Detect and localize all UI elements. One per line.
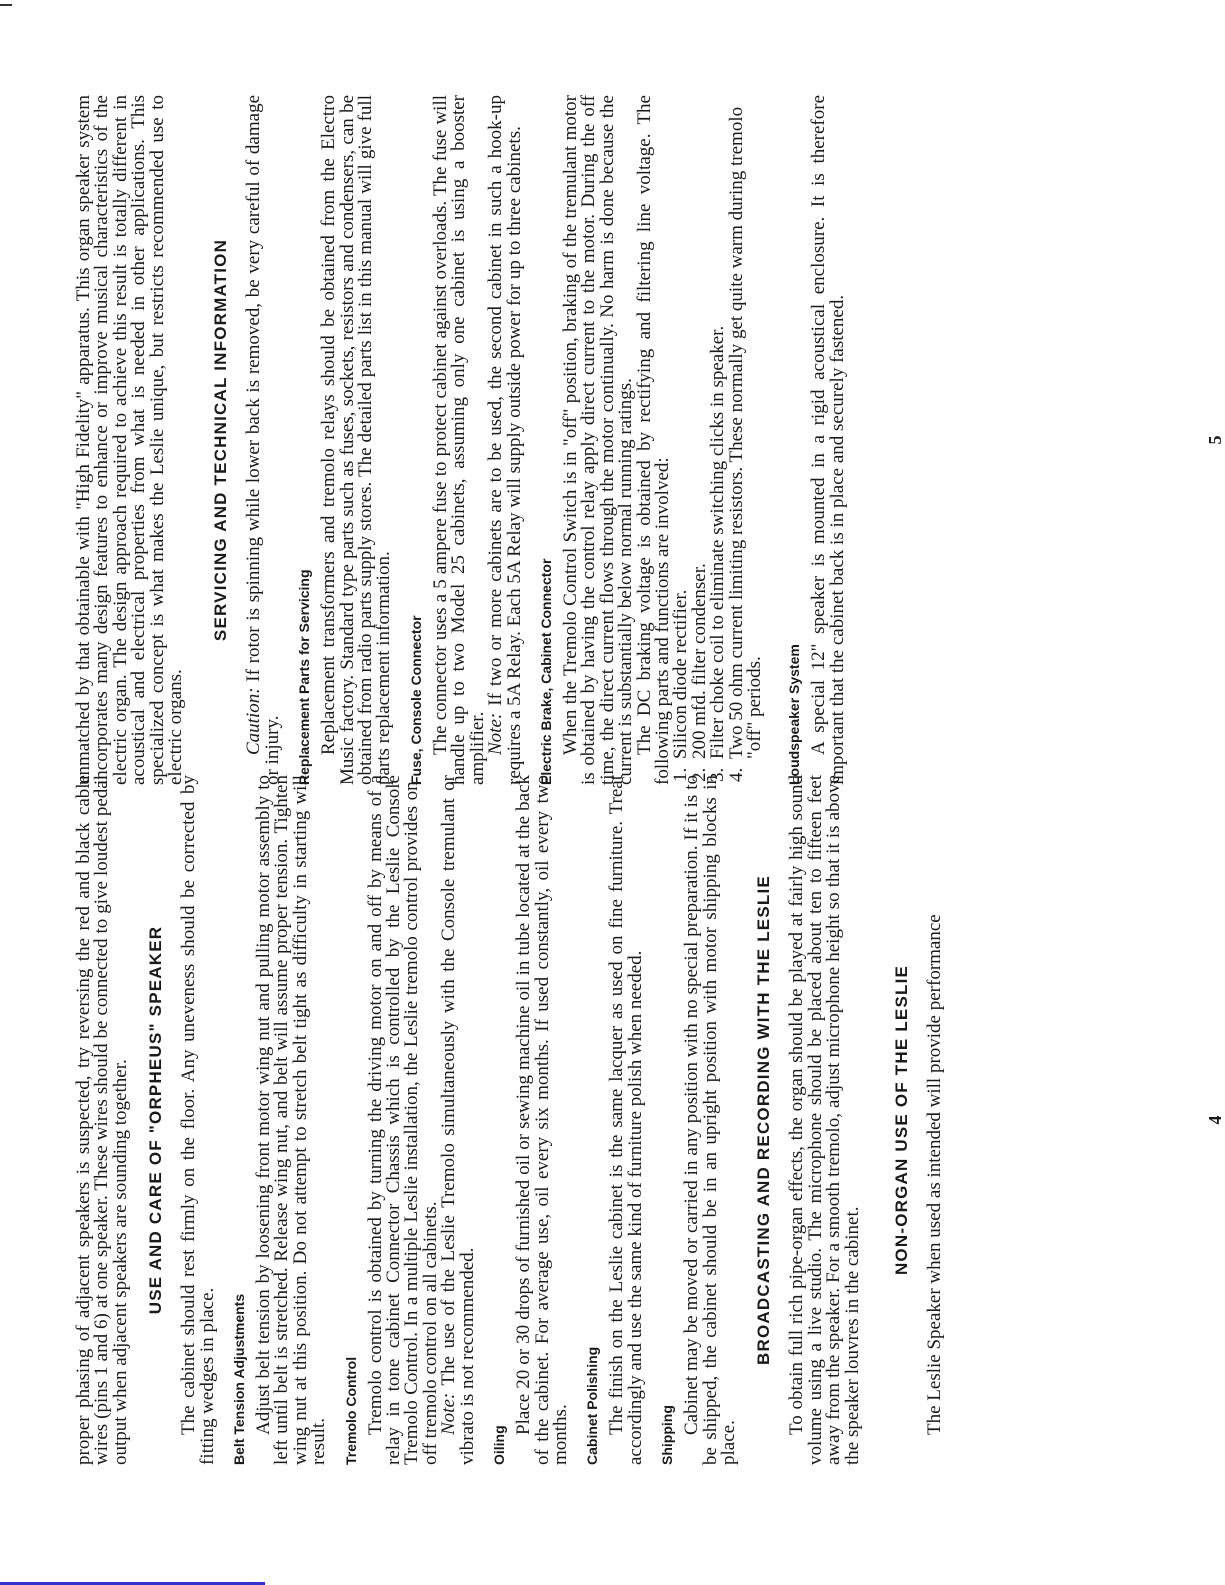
electric-brake-text-2: The DC braking voltage is obtained by rectifying and filtering line voltage. The following parts and functions are involved: xyxy=(633,95,673,785)
servicing-heading: SERVICING AND TECHNICAL INFORMATION xyxy=(211,238,231,642)
non-organ-text: The Leslie Speaker when used as intended will provide performance xyxy=(923,914,945,1435)
shipping-heading: Shipping xyxy=(659,1405,676,1465)
oiling-text: Place 20 or 30 drops of furnished oil or sewing machine oil in tube located at the back of the cabinet. For average use, oil every six months. If used constantly, oil every two months. xyxy=(513,775,571,1465)
loudspeaker-heading: Loudspeaker System xyxy=(786,644,803,785)
cabinet-polishing-text: The finish on the Leslie cabinet is the same lacquer as used on fine furniture. Treat accordingly and use the same kind of furniture polish when needed. xyxy=(606,775,646,1465)
use-care-text: The cabinet should rest firmly on the floor. Any uneveness should be corrected by fitting wedges in place. xyxy=(178,775,218,1465)
tremolo-note-label: Note: xyxy=(438,1392,460,1435)
replacement-parts-heading: Replacement Parts for Servicing xyxy=(296,569,313,785)
brake-parts-list xyxy=(672,95,764,785)
fuse-console-heading: Fuse, Console Connector xyxy=(407,615,424,785)
use-care-heading: USE AND CARE OF "ORPHEUS" SPEAKER xyxy=(146,925,166,1315)
tremolo-control-heading: Tremolo Control xyxy=(342,1356,359,1465)
belt-tension-text: Adjust belt tension by loosening front motor wing nut and pulling motor assembly to left until belt is stretched. Release wing nut, and belt will assume proper tension. Tighten wing nut at this position. Do not attempt to stretch belt tight as difficulty in starting will result. xyxy=(253,775,330,1465)
belt-tension-heading: Belt Tension Adjustments xyxy=(231,1293,248,1465)
fuse-console-text: The connector uses a 5 ampere fuse to protect cabinet against overloads. The fuse will handle up to two Model 25 cabinets, assuming only one cabinet is using a booster amplifier. xyxy=(429,95,488,785)
list-item: 2. 200 mfd. filter condenser. xyxy=(691,95,709,763)
tremolo-control-text: Tremolo control is obtained by turning the driving motor on and off by means of a relay in tone cabinet Connector Chassis which is controlled by the Leslie Console Tremolo Control. In a multiple Leslie installation, the Leslie tremolo control provides on-off tremolo control on all cabinets. xyxy=(364,775,441,1465)
broadcasting-text: To obtain full rich pipe-organ effects, the organ should be played at fairly high sound volume using a live studio. The microphone should be placed about ten to fifteen feet away from the speaker. For a smooth tremolo, adjust microphone height so that it is above the speaker louvres in the cabinet. xyxy=(786,775,863,1465)
list-item: 3. Filter choke coil to eliminate switching clicks in speaker. xyxy=(709,95,727,763)
broadcasting-heading: BROADCASTING AND RECORDING WITH THE LESLIE xyxy=(754,875,774,1365)
left-page-number: 4 xyxy=(1205,1115,1225,1125)
non-organ-heading: NON-ORGAN USE OF THE LESLIE xyxy=(891,964,911,1276)
left-intro-paragraph: proper phasing of adjacent speakers is suspected, try reversing the red and black cable wires (pins 1 and 6) at one speaker. These wires should be connected to give loudest pedal output when adjacent speakers are sounding together. xyxy=(73,775,131,1465)
corner-mark xyxy=(0,4,12,6)
caution-paragraph xyxy=(245,95,282,785)
loudspeaker-text: A special 12" speaker is mounted in a rigid acoustical enclosure. It is therefore important that the cabinet back is in place and securely fastened. xyxy=(808,95,848,785)
tremolo-note-text: The use of the Leslie Tremolo simultaneously with the Console tremulant or vibrato is not recommended. xyxy=(438,775,478,1465)
right-page-number: 5 xyxy=(1205,435,1225,445)
oiling-heading: Oiling xyxy=(491,1425,508,1465)
tremolo-note xyxy=(440,775,477,1465)
caution-text: If rotor is spinning while lower back is removed, be very careful of damage or injury. xyxy=(243,94,283,785)
fuse-note-text: If two or more cabinets are to be used, the second cabinet in such a hook-up requires a 5A Relay. Each 5A Relay will supply outside power for up to three cabinets. xyxy=(485,94,525,785)
right-intro-paragraph: unmatched by that obtainable with "High Fidelity" apparatus. This organ speaker system incorporates many design features to enhance or improve musical characteristics of the electric organ. The design approach required to achieve this result is totally different in acoustical and electrical properties from what is needed in other applications. This specialized concept is what makes the Leslie unique, but restricts recommended use to electric organs. xyxy=(73,95,187,785)
fuse-note xyxy=(487,95,524,785)
caution-label: Caution: xyxy=(243,687,265,755)
shipping-text: Cabinet may be moved or carried in any position with no special preparation. If it is to be shipped, the cabinet should be in an upright position with motor shipping blocks in place. xyxy=(681,775,739,1465)
replacement-parts-text: Replacement transformers and tremolo relays should be obtained from the Electro Music factory. Standard type parts such as fuses, sockets, resistors and condensers, can be obtained from radio parts supply stores. The detailed parts list in this manual will give full parts replacement information. xyxy=(318,95,395,785)
list-item: 4. Two 50 ohm current limiting resistors. These normally get quite warm during tremolo "off" periods. xyxy=(728,95,765,763)
right-page xyxy=(73,94,1225,785)
fuse-note-label: Note: xyxy=(485,712,507,755)
cabinet-polishing-heading: Cabinet Polishing xyxy=(584,1346,601,1465)
electric-brake-text-1: When the Tremolo Control Switch is in "off" position, braking of the tremulant motor is obtained by having the control relay apply direct current to the motor. During the off time, the direct current flows through the motor continually. No harm is done because the current is substantially below normal running ratings. xyxy=(559,95,637,785)
left-page xyxy=(73,775,1225,1465)
list-item: 1. Silicon diode rectifier. xyxy=(672,95,690,763)
electric-brake-heading: Electric Brake, Cabinet Connector xyxy=(537,558,554,785)
